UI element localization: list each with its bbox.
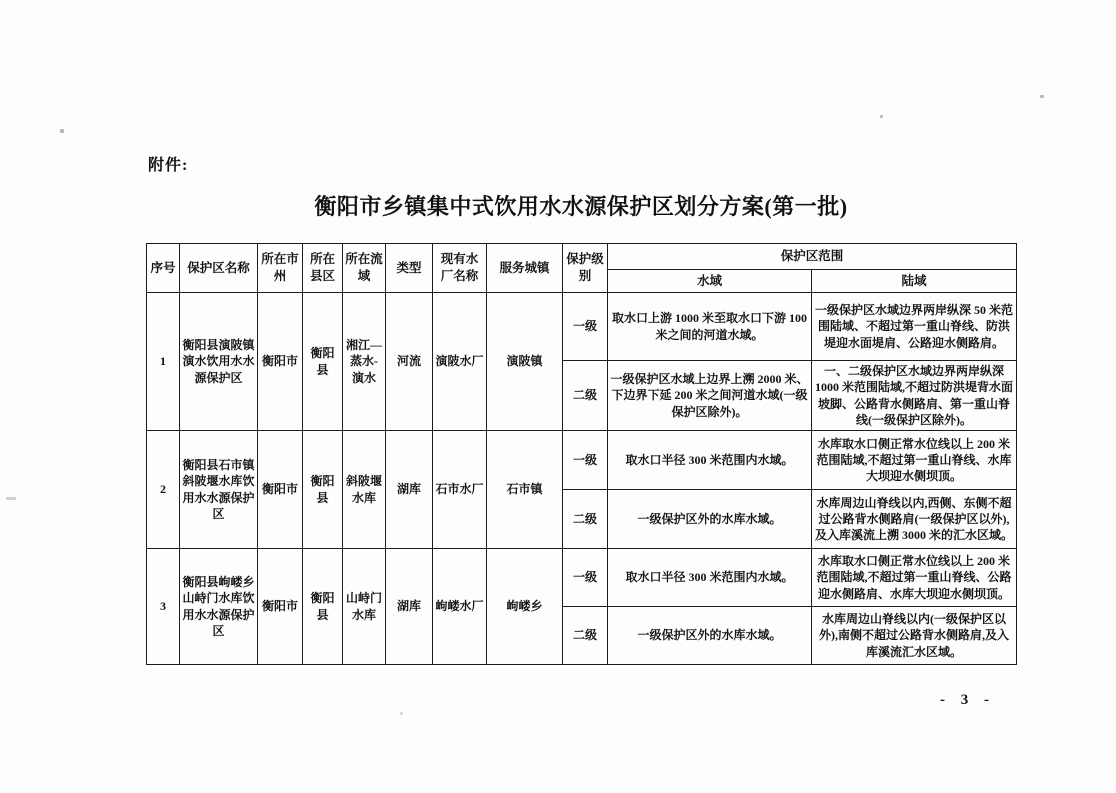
cell-city: 衡阳市 [258, 549, 303, 665]
cell-level: 二级 [563, 607, 608, 665]
cell-level: 一级 [563, 293, 608, 361]
cell-level: 一级 [563, 549, 608, 607]
col-header-type: 类型 [386, 244, 433, 293]
cell-land-scope: 一、二级保护区水域边界两岸纵深 1000 米范围陆域,不超过防洪堤背水面坡脚、公路背水侧路肩、第一重山脊线(一级保护区除外)。 [812, 361, 1017, 431]
scan-noise [6, 497, 16, 500]
col-header-land: 陆域 [812, 270, 1017, 293]
cell-level: 一级 [563, 431, 608, 490]
cell-water-scope: 取水口半径 300 米范围内水域。 [608, 549, 812, 607]
page-number: - 3 - [940, 692, 995, 708]
table-row [147, 431, 1017, 490]
cell-watershed: 斜陂堰水库 [343, 431, 386, 549]
cell-city: 衡阳市 [258, 431, 303, 549]
attachment-label: 附件: [148, 157, 189, 174]
cell-type: 湖库 [386, 549, 433, 665]
cell-town: 演陂镇 [487, 293, 563, 431]
col-header-city: 所在市州 [258, 244, 303, 293]
col-header-town: 服务城镇 [487, 244, 563, 293]
scan-noise [1040, 95, 1044, 98]
cell-type: 河流 [386, 293, 433, 431]
cell-zone-name: 衡阳县岣嵝乡山峙门水库饮用水水源保护区 [180, 549, 258, 665]
col-header-level: 保护级别 [563, 244, 608, 293]
cell-type: 湖库 [386, 431, 433, 549]
cell-plant: 岣嵝水厂 [433, 549, 487, 665]
cell-level: 二级 [563, 490, 608, 549]
cell-water-scope: 一级保护区水域上边界上溯 2000 米、下边界下延 200 米之间河道水域(一级保护区除外)。 [608, 361, 812, 431]
table-row [147, 549, 1017, 607]
cell-water-scope: 一级保护区外的水库水域。 [608, 607, 812, 665]
cell-plant: 演陂水厂 [433, 293, 487, 431]
col-header-scope: 保护区范围 [608, 244, 1017, 270]
cell-land-scope: 水库周边山脊线以内(一级保护区以外),南侧不超过公路背水侧路肩,及入库溪流汇水区域。 [812, 607, 1017, 665]
cell-zone-name: 衡阳县石市镇斜陂堰水库饮用水水源保护区 [180, 431, 258, 549]
header-row-1 [147, 244, 1017, 270]
cell-water-scope: 一级保护区外的水库水域。 [608, 490, 812, 549]
col-header-name: 保护区名称 [180, 244, 258, 293]
col-header-index: 序号 [147, 244, 180, 293]
cell-city: 衡阳市 [258, 293, 303, 431]
cell-index: 2 [147, 431, 180, 549]
cell-land-scope: 水库取水口侧正常水位线以上 200 米范围陆域,不超过第一重山脊线、水库大坝迎水侧坝顶。 [812, 431, 1017, 490]
cell-town: 石市镇 [487, 431, 563, 549]
scan-noise [880, 115, 883, 118]
cell-county: 衡阳县 [303, 293, 343, 431]
col-header-water: 水域 [608, 270, 812, 293]
cell-land-scope: 水库取水口侧正常水位线以上 200 米范围陆域,不超过第一重山脊线、公路迎水侧路肩、水库大坝迎水侧坝顶。 [812, 549, 1017, 607]
cell-water-scope: 取水口半径 300 米范围内水域。 [608, 431, 812, 490]
scan-noise [60, 129, 64, 133]
cell-level: 二级 [563, 361, 608, 431]
document-title: 衡阳市乡镇集中式饮用水水源保护区划分方案(第一批) [314, 194, 848, 219]
cell-land-scope: 水库周边山脊线以内,西侧、东侧不超过公路背水侧路肩(一级保护区以外),及入库溪流上溯 3000 米的汇水区域。 [812, 490, 1017, 549]
cell-index: 1 [147, 293, 180, 431]
col-header-county: 所在县区 [303, 244, 343, 293]
cell-plant: 石市水厂 [433, 431, 487, 549]
cell-town: 岣嵝乡 [487, 549, 563, 665]
scan-noise [400, 712, 403, 715]
cell-water-scope: 取水口上游 1000 米至取水口下游 100 米之间的河道水域。 [608, 293, 812, 361]
cell-county: 衡阳县 [303, 431, 343, 549]
col-header-watershed: 所在流域 [343, 244, 386, 293]
cell-zone-name: 衡阳县演陂镇演水饮用水水源保护区 [180, 293, 258, 431]
cell-watershed: 山峙门水库 [343, 549, 386, 665]
table-row [147, 293, 1017, 361]
col-header-plant: 现有水厂名称 [433, 244, 487, 293]
cell-watershed: 湘江—蒸水-演水 [343, 293, 386, 431]
cell-county: 衡阳县 [303, 549, 343, 665]
protection-zone-table [146, 243, 1017, 665]
cell-index: 3 [147, 549, 180, 665]
cell-land-scope: 一级保护区水域边界两岸纵深 50 米范围陆域、不超过第一重山脊线、防洪堤迎水面堤肩、公路迎水侧路肩。 [812, 293, 1017, 361]
